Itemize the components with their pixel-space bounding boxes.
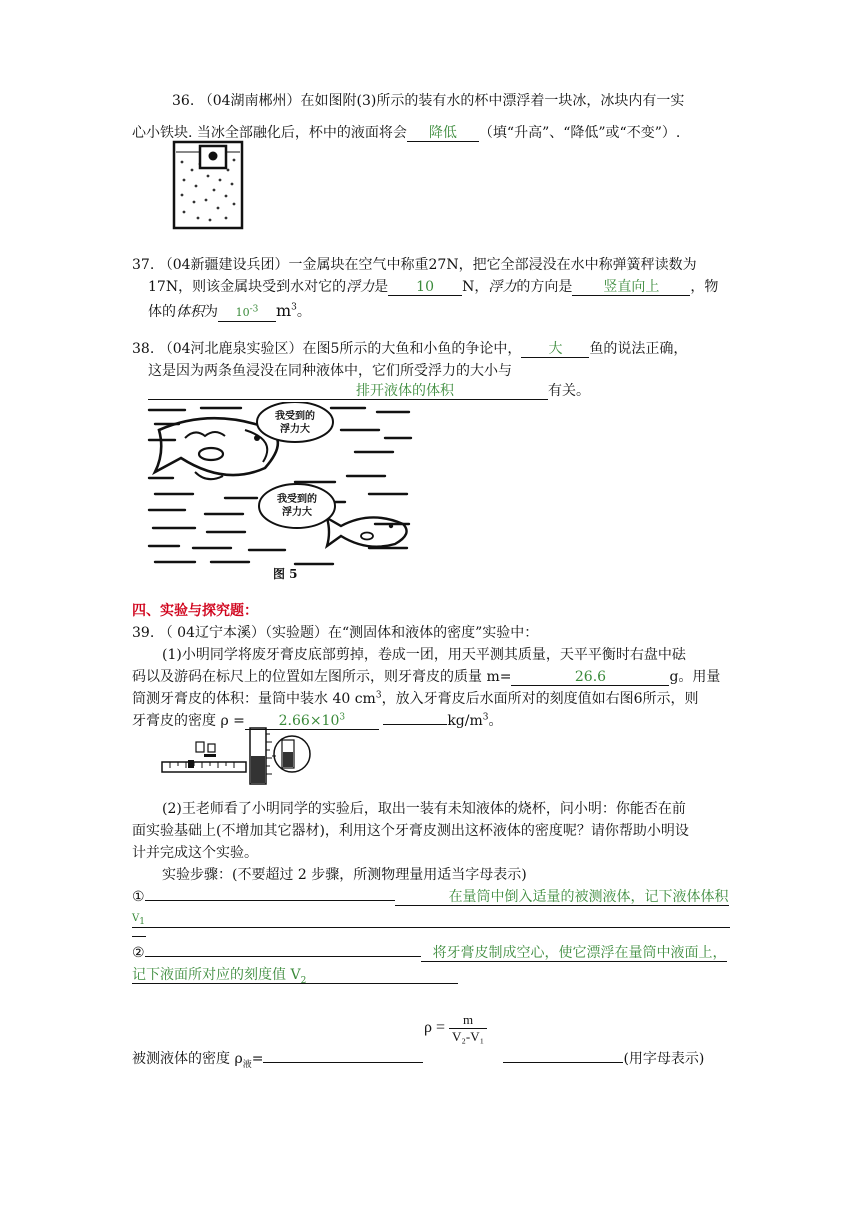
q39-p1-line2 [132,668,720,686]
step1-answer: 在量筒中倒入适量的被测液体，记下液体体积 [395,889,729,906]
q39-text-e: 牙膏皮的密度 ρ = [132,713,245,729]
bubble-2-line1: 我受到的 [277,494,317,505]
q39-p2-line3: 计并完成这个实验。 [132,845,258,861]
step2-answer: 将牙膏皮制成空心，使它漂浮在量筒中液面上， [421,945,727,962]
q36-answer: 降低 [407,125,479,142]
step1-marker: ① [132,889,145,905]
formula-denominator: V₂-V₁ [451,1028,485,1044]
q39-text-c: 筒测牙膏皮的体积：量筒中装水 40 cm [132,691,376,707]
q37-text-e: ，物 [690,279,719,295]
step2-answer-2: 记下液面所对应的刻度值 V [132,967,301,983]
q38-text-c: 有关。 [548,383,590,399]
figure-5-label: 图 5 [273,567,298,581]
q39-text-b: g。用量 [669,669,721,685]
q39-step1-line2 [132,908,730,928]
q39-text-a: 码以及游码在标尺上的位置如左图所示，则牙膏皮的质量 m= [132,669,512,685]
q38-answer-2: 排开液体的体积 [356,383,454,399]
q37-unit-base: m [276,301,292,320]
q38-text-b: 鱼的说法正确， [589,341,688,357]
q39-density-blank [383,724,447,725]
step1-blank [145,900,395,901]
q37-answer-3 [218,305,276,322]
q39-unit-exp: 3 [482,712,489,723]
q37-answer-3-exp: -3 [249,304,259,315]
bubble-2-line2: 浮力大 [282,507,312,518]
step1-answer-2-wrap [132,911,730,928]
final-hint: (用字母表示) [623,1051,705,1067]
q37-buoyancy-2: 浮力 [488,279,517,295]
q39-text-end: 。 [488,713,503,729]
bubble-1-line2: 浮力大 [280,424,310,435]
q39-cm-exp: 3 [375,690,382,701]
q36-line1: 36. （04湖南郴州）在如图附(3)所示的装有水的杯中漂浮着一块冰，冰块内有一实 [172,93,685,109]
q39-p2-line1: (2)王老师看了小明同学的实验后，取出一装有未知液体的烧杯，问小明：你能否在前 [162,801,686,817]
density-formula [424,1008,487,1048]
step1-answer-2-sub: 1 [139,917,145,927]
q36-hint: （填“升高”、“降低”或“不变”）. [478,125,681,141]
balance-and-cylinder-figure [160,726,312,786]
q37-buoyancy-1: 浮力 [346,279,375,295]
fish-figure [145,402,415,584]
q39-step2-line2 [132,966,458,984]
q38-line1 [132,340,687,358]
q39-final-line [132,1050,704,1068]
formula-numerator: m [449,1012,487,1029]
q39-p2-line2: 面实验基础上(不增加其它器材)，利用这个牙膏皮测出这杯液体的密度呢？请你帮助小明设 [132,823,689,839]
q39-step1 [132,888,732,906]
step2-marker: ② [132,945,145,961]
q39-density-base: 2.66×10 [278,713,340,729]
final-sub: 液 [242,1059,252,1070]
step2-blank [145,956,421,957]
q39-step2 [132,944,732,962]
step1-answer-2: V [132,913,140,924]
q37-text-b: 是 [374,279,389,295]
q37-text-f: 体的 [148,304,176,320]
q39-steps-intro: 实验步骤：(不要超过 2 步骤，所测物理量用适当字母表示) [162,867,527,883]
q37-text-d: 的方向是 [516,279,573,295]
q39-line1: 39. （ 04辽宁本溪）（实验题）在“测固体和液体的密度”实验中： [132,625,539,641]
bubble-1-line1: 我受到的 [275,411,315,422]
cup-figure [170,140,248,232]
q37-line1: 37. （04新疆建设兵团）一金属块在空气中称重27N，把它全部浸没在水中称弹簧秤读数为 [132,257,697,273]
q37-text-c: N， [462,279,489,295]
q38-line2: 这是因为两条鱼浸没在同种液体中，它们所受浮力的大小与 [148,363,512,379]
q39-density-exp: 3 [339,712,346,723]
step2-answer-2-wrap [132,967,458,984]
q38-answer-2-wrap [148,383,548,400]
final-eq: = [251,1051,264,1067]
q38-answer-1: 大 [521,341,589,358]
q37-volume: 体积 [176,304,204,320]
formula-rho: ρ = [424,1019,446,1036]
q37-unit [276,301,297,320]
final-blank-1 [263,1062,423,1063]
q37-line2 [148,278,718,296]
section-4-title: 四、实验与探究题： [132,603,258,619]
q39-p1-line1: (1)小明同学将废牙膏皮底部剪掉，卷成一团，用天平测其质量，天平平衡时右盘中砝 [162,647,686,663]
formula-fraction [449,1012,487,1045]
q37-line3 [148,302,311,322]
q39-unit: kg/m [447,713,483,729]
q38-text-a: 38. （04河北鹿泉实验区）在图5所示的大鱼和小鱼的争论中， [132,341,522,357]
q36-text: 心小铁块. 当冰全部融化后，杯中的液面将会 [132,125,407,141]
q37-answer-2: 竖直向上 [572,279,690,296]
q38-line3 [148,382,590,400]
q37-text-g: 为 [204,304,218,320]
final-blank-2 [503,1062,623,1063]
q37-answer-1: 10 [388,279,462,296]
q37-unit-exp: 3 [291,302,297,313]
q37-text-a: 17N，则该金属块受到水对它的 [148,279,347,295]
final-text: 被测液体的密度 ρ [132,1051,243,1067]
q37-answer-3-base: 10 [235,306,250,319]
step2-answer-2-sub: 2 [300,975,307,986]
q39-text-d: ，放入牙膏皮后水面所对的刻度值如右图6所示，则 [381,691,699,707]
step1-trailing-rule [132,936,146,937]
q39-p1-line3 [132,690,698,708]
q37-end: 。 [296,304,311,320]
q39-mass-answer: 26.6 [511,669,669,686]
